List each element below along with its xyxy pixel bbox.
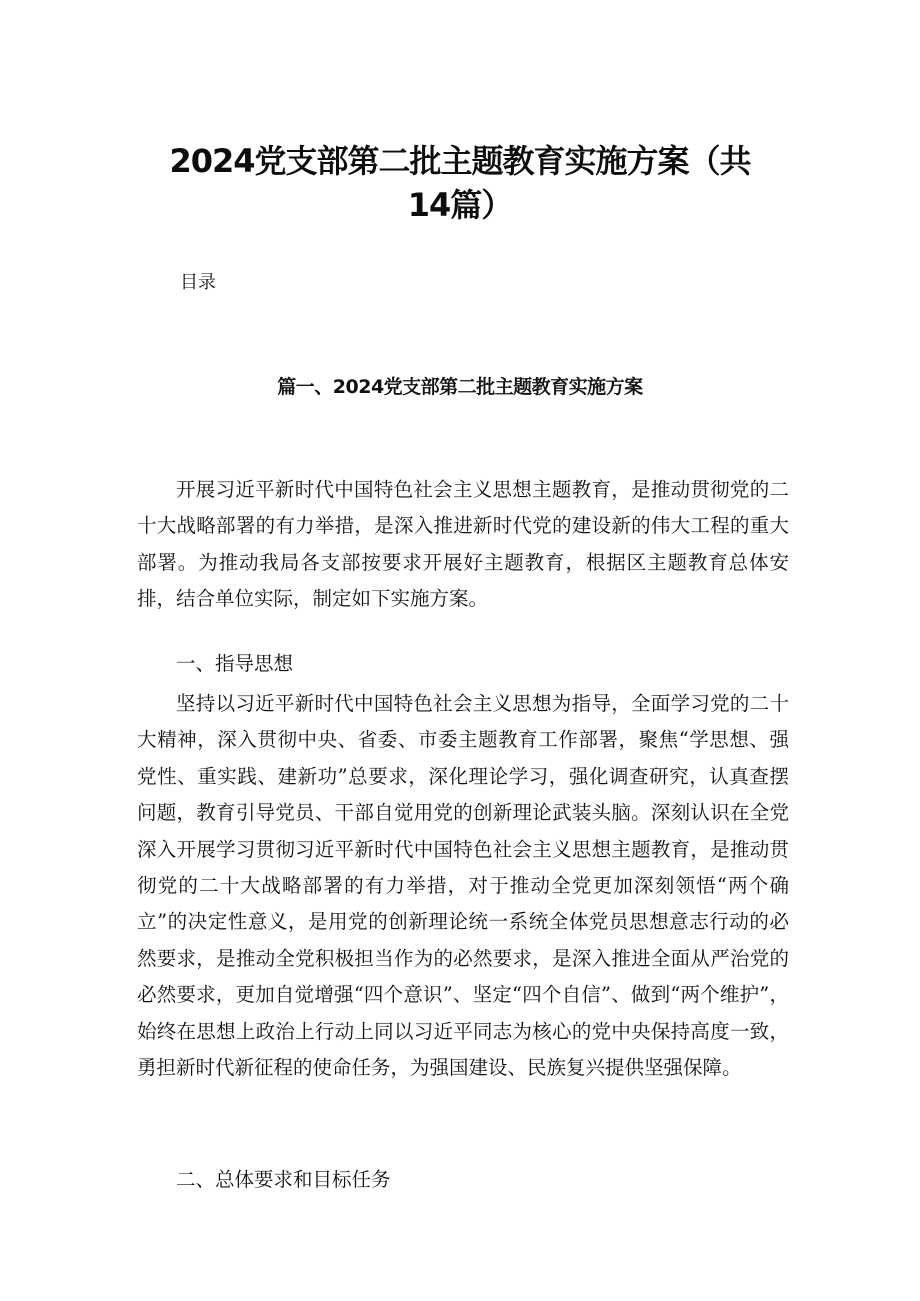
table-of-contents-label: 目录 [180,272,216,293]
guiding-ideology-paragraph: 坚持以习近平新时代中国特色社会主义思想为指导，全面学习党的二十大精神，深入贯彻中央、省委、市委主题教育工作部署，聚焦“学思想、强党性、重实践、建新功”总要求，深化理论学习，强化调查研究，认真查摆问题，教育引导党员、干部自觉用党的创新理论武装头脑。深刻认识在全党深入开展学习贯彻习近平新时代中国特色社会主义思想主题教育，是推动贯彻党的二十大战略部署的有力举措，对于推动全党更加深刻领悟“两个确立”的决定性意义，是用党的创新理论统一系统全体党员思想意志行动的必然要求，是推动全党积极担当作为的必然要求，是深入推进全面从严治党的必然要求，更加自觉增强“四个意识”、坚定“四个自信”、做到“两个维护”，始终在思想上政治上行动上同以习近平同志为核心的党中央保持高度一致，勇担新时代新征程的使命任务，为强国建设、民族复兴提供坚强保障。 [137,692,789,1080]
section-heading-overall-requirements: 二、总体要求和目标任务 [176,1168,391,1191]
intro-paragraph: 开展习近平新时代中国特色社会主义思想主题教育，是推动贯彻党的二十大战略部署的有力举措，是深入推进新时代党的建设新的伟大工程的重大部署。为推动我局各支部按要求开展好主题教育，根据区主题教育总体安排，结合单位实际，制定如下实施方案。 [137,478,789,611]
document-title-line-2: 14篇） [407,186,513,224]
section-heading-guiding-ideology: 一、指导思想 [176,652,294,675]
chapter-title: 篇一、2024党支部第二批主题教育实施方案 [277,376,643,398]
document-title-line-1: 2024党支部第二批主题教育实施方案（共 [169,142,751,180]
